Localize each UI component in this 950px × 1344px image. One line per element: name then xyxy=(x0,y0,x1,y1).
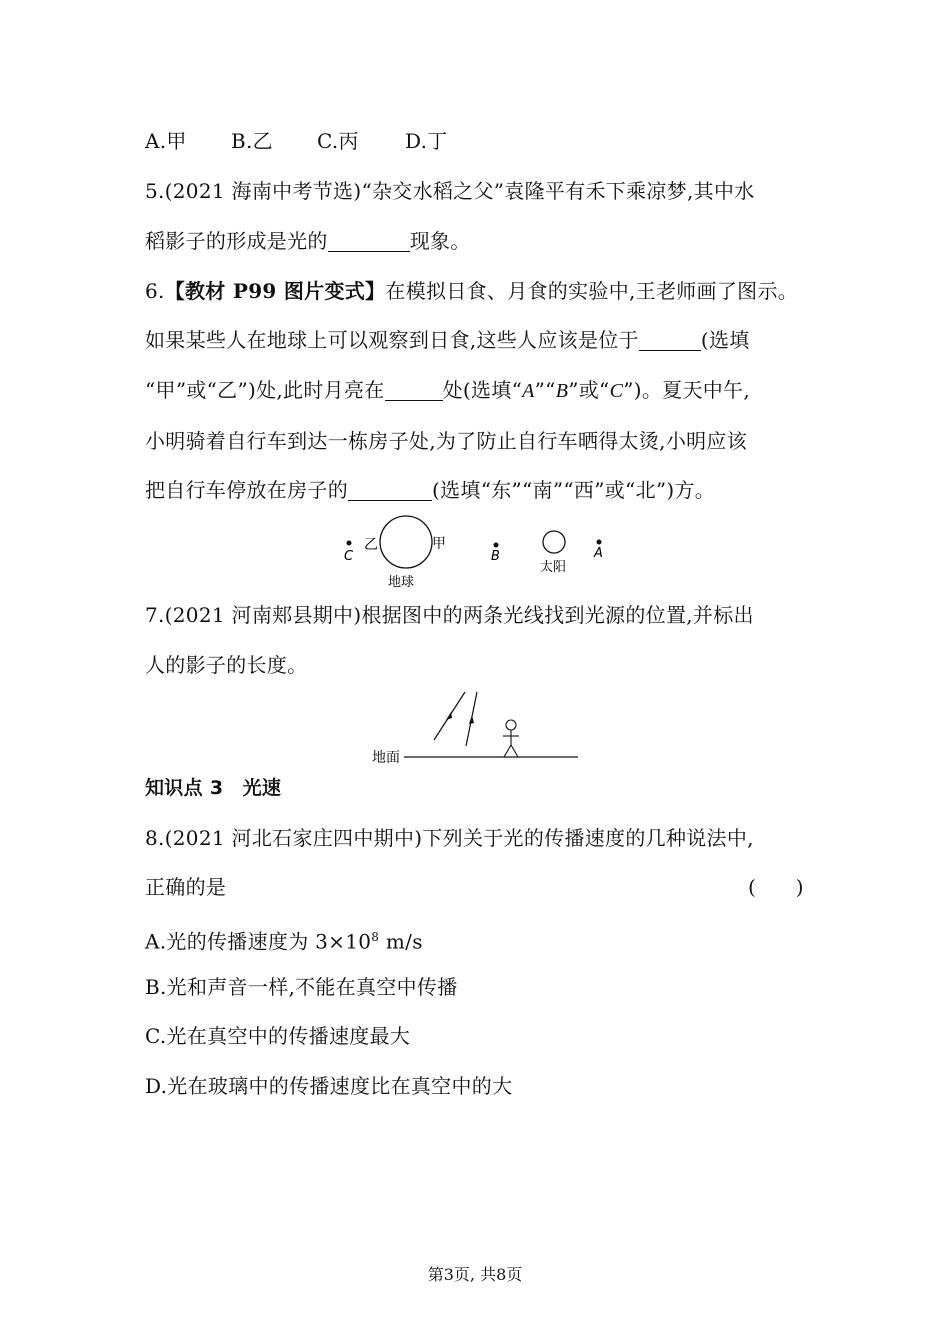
light-rays-diagram xyxy=(368,686,583,768)
q6-text: 把自行车停放在房子的 xyxy=(145,478,348,502)
q8-option-a xyxy=(145,923,423,956)
person-figure xyxy=(503,720,519,757)
page-footer: 第3页, 共8页 xyxy=(427,1265,523,1284)
q6-text: 处(选填“ xyxy=(442,378,523,402)
q6-line2 xyxy=(145,326,750,354)
point-a-label: A xyxy=(594,546,603,561)
label-jia: 甲 xyxy=(432,536,446,552)
q6-line5 xyxy=(145,476,715,504)
q8-option-a-text: A.光的传播速度为 3×10 xyxy=(145,929,372,954)
eclipse-diagram xyxy=(330,508,620,592)
q5-text: 稻影子的形成是光的 xyxy=(145,229,328,253)
label-earth: 地球 xyxy=(388,575,415,590)
q4-option-a: A.甲 xyxy=(145,129,187,153)
section-title: 知识点 3 光速 xyxy=(145,777,282,799)
q6-text: 如果某些人在地球上可以观察到日食,这些人应该是位于 xyxy=(145,328,639,352)
q6-text: 在模拟日食、月食的实验中,王老师画了图示。 xyxy=(385,279,799,303)
q4-option-b: B.乙 xyxy=(231,129,273,153)
q6-label-b: B xyxy=(555,380,569,402)
q5-line1: 5.(2021 海南中考节选)“杂交水稻之父”袁隆平有禾下乘凉梦,其中水 xyxy=(145,179,755,203)
q6-text: (选填“东”“南”“西”或“北”)方。 xyxy=(432,478,716,502)
q6-line4: 小明骑着自行车到达一栋房子处,为了防止自行车晒得太烫,小明应该 xyxy=(145,429,748,453)
ground-label: 地面 xyxy=(372,750,400,766)
q5-text-end: 现象。 xyxy=(409,229,471,253)
q6-text: (选填 xyxy=(700,328,750,352)
q6-line3 xyxy=(145,376,750,405)
q6-text: ”或“ xyxy=(568,378,610,402)
q6-blank-2[interactable] xyxy=(385,380,443,401)
point-b-dot xyxy=(494,543,499,548)
q4-option-d: D.丁 xyxy=(405,129,448,153)
q8-answer-bracket[interactable]: ( ) xyxy=(748,875,804,899)
q6-text: ”)。夏天中午, xyxy=(623,378,751,402)
earth-circle xyxy=(380,516,432,568)
q6-label-a: A xyxy=(522,380,535,402)
q6-label-c: C xyxy=(609,380,624,402)
point-b-label: B xyxy=(491,549,500,564)
q6-text: ”“ xyxy=(534,378,556,402)
q4-option-c: C.丙 xyxy=(317,129,359,153)
q8-option-c: C.光在真空中的传播速度最大 xyxy=(145,1024,411,1048)
q8-option-a-exponent: 8 xyxy=(371,930,380,944)
q8-line1: 8.(2021 河北石家庄四中期中)下列关于光的传播速度的几种说法中, xyxy=(145,826,754,850)
q6-text: “甲”或“乙”)处,此时月亮在 xyxy=(145,378,385,402)
q6-number: 6. xyxy=(145,279,165,303)
q6-blank-3[interactable] xyxy=(348,480,432,501)
q8-option-a-unit: m/s xyxy=(379,929,423,954)
sun-circle xyxy=(543,531,565,553)
q7-line1: 7.(2021 河南郏县期中)根据图中的两条光线找到光源的位置,并标出 xyxy=(145,603,754,627)
label-yi: 乙 xyxy=(364,537,378,553)
point-c-label: C xyxy=(344,549,354,564)
q4-options xyxy=(145,127,448,155)
q5-answer-blank[interactable] xyxy=(328,231,410,252)
label-sun: 太阳 xyxy=(540,560,567,575)
point-a-dot xyxy=(597,540,602,545)
q6-tag: 【教材 P99 图片变式】 xyxy=(164,279,386,303)
q8-option-d: D.光在玻璃中的传播速度比在真空中的大 xyxy=(145,1074,513,1098)
point-c-dot xyxy=(347,541,352,546)
q8-option-b: B.光和声音一样,不能在真空中传播 xyxy=(145,975,458,999)
q6-blank-1[interactable] xyxy=(639,330,701,351)
q5-line2 xyxy=(145,227,471,255)
q8-line2: 正确的是 xyxy=(145,875,227,899)
q7-line2: 人的影子的长度。 xyxy=(145,653,308,677)
ray-1-arrow xyxy=(446,712,452,720)
q6-line1 xyxy=(145,277,798,305)
